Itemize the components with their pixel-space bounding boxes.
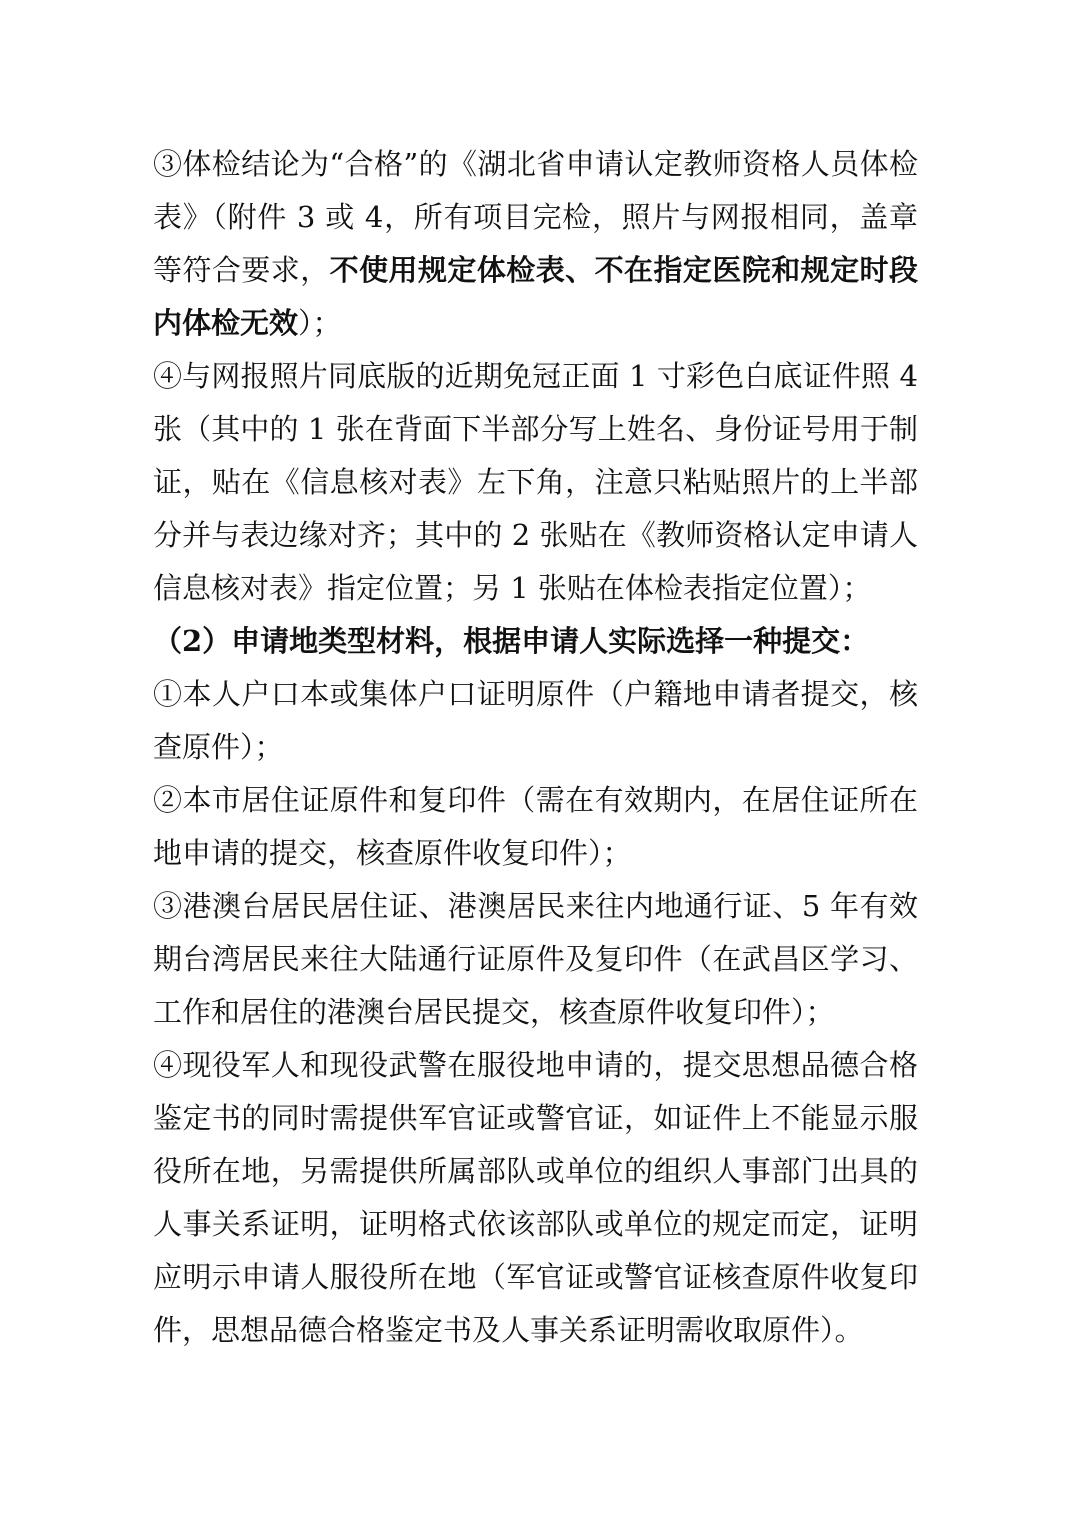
paragraph-text: ④现役军人和现役武警在服役地申请的，提交思想品德合格鉴定书的同时需提供军官证或警官证，如证件上不能显示服役所在地，另需提供所属部队或单位的组织人事部门出具的人事关系证明，证明格式依该部队或单位的规定而定，证明应明示申请人服役所在地（军官证或警官证核查原件收复印件，思想品德合格鉴定书及人事关系证明需收取原件）。	[153, 1048, 918, 1347]
paragraph-text: ③体检结论为“合格”的《湖北省申请认定教师资格人员体检表》（附件 3 或 4，所有项目完检，照片与网报相同，盖章等符合要求，	[153, 147, 918, 287]
section-heading-application-location	[153, 615, 918, 668]
heading-text: （2）申请地类型材料，根据申请人实际选择一种提交：	[153, 624, 870, 658]
paragraph-photos	[153, 350, 918, 615]
paragraph-household-register	[153, 668, 918, 774]
paragraph-text: ③港澳台居民居住证、港澳居民来往内地通行证、5 年有效期台湾居民来往大陆通行证原件及复印件（在武昌区学习、工作和居住的港澳台居民提交，核查原件收复印件）；	[153, 889, 918, 1029]
paragraph-text: ）；	[298, 306, 342, 340]
paragraph-residence-permit	[153, 774, 918, 880]
paragraph-military	[153, 1039, 918, 1357]
paragraph-bold-text: 不使用规定体检表、不在指定医院和规定时段内体检无效	[153, 253, 918, 340]
paragraph-physical-exam	[153, 138, 918, 350]
paragraph-text: ④与网报照片同底版的近期免冠正面 1 寸彩色白底证件照 4 张（其中的 1 张在背面下半部分写上姓名、身份证号用于制证，贴在《信息核对表》左下角，注意只粘贴照片的上半部分并与表边缘对齐；其中的 2 张贴在《教师资格认定申请人信息核对表》指定位置；另 1 张贴在体检表指定位置）；	[153, 359, 918, 605]
paragraph-text: ①本人户口本或集体户口证明原件（户籍地申请者提交，核查原件）；	[153, 677, 918, 764]
paragraph-text: ②本市居住证原件和复印件（需在有效期内，在居住证所在地申请的提交，核查原件收复印件）；	[153, 783, 918, 870]
paragraph-hk-macao-taiwan	[153, 880, 918, 1039]
document-body	[153, 138, 918, 1357]
